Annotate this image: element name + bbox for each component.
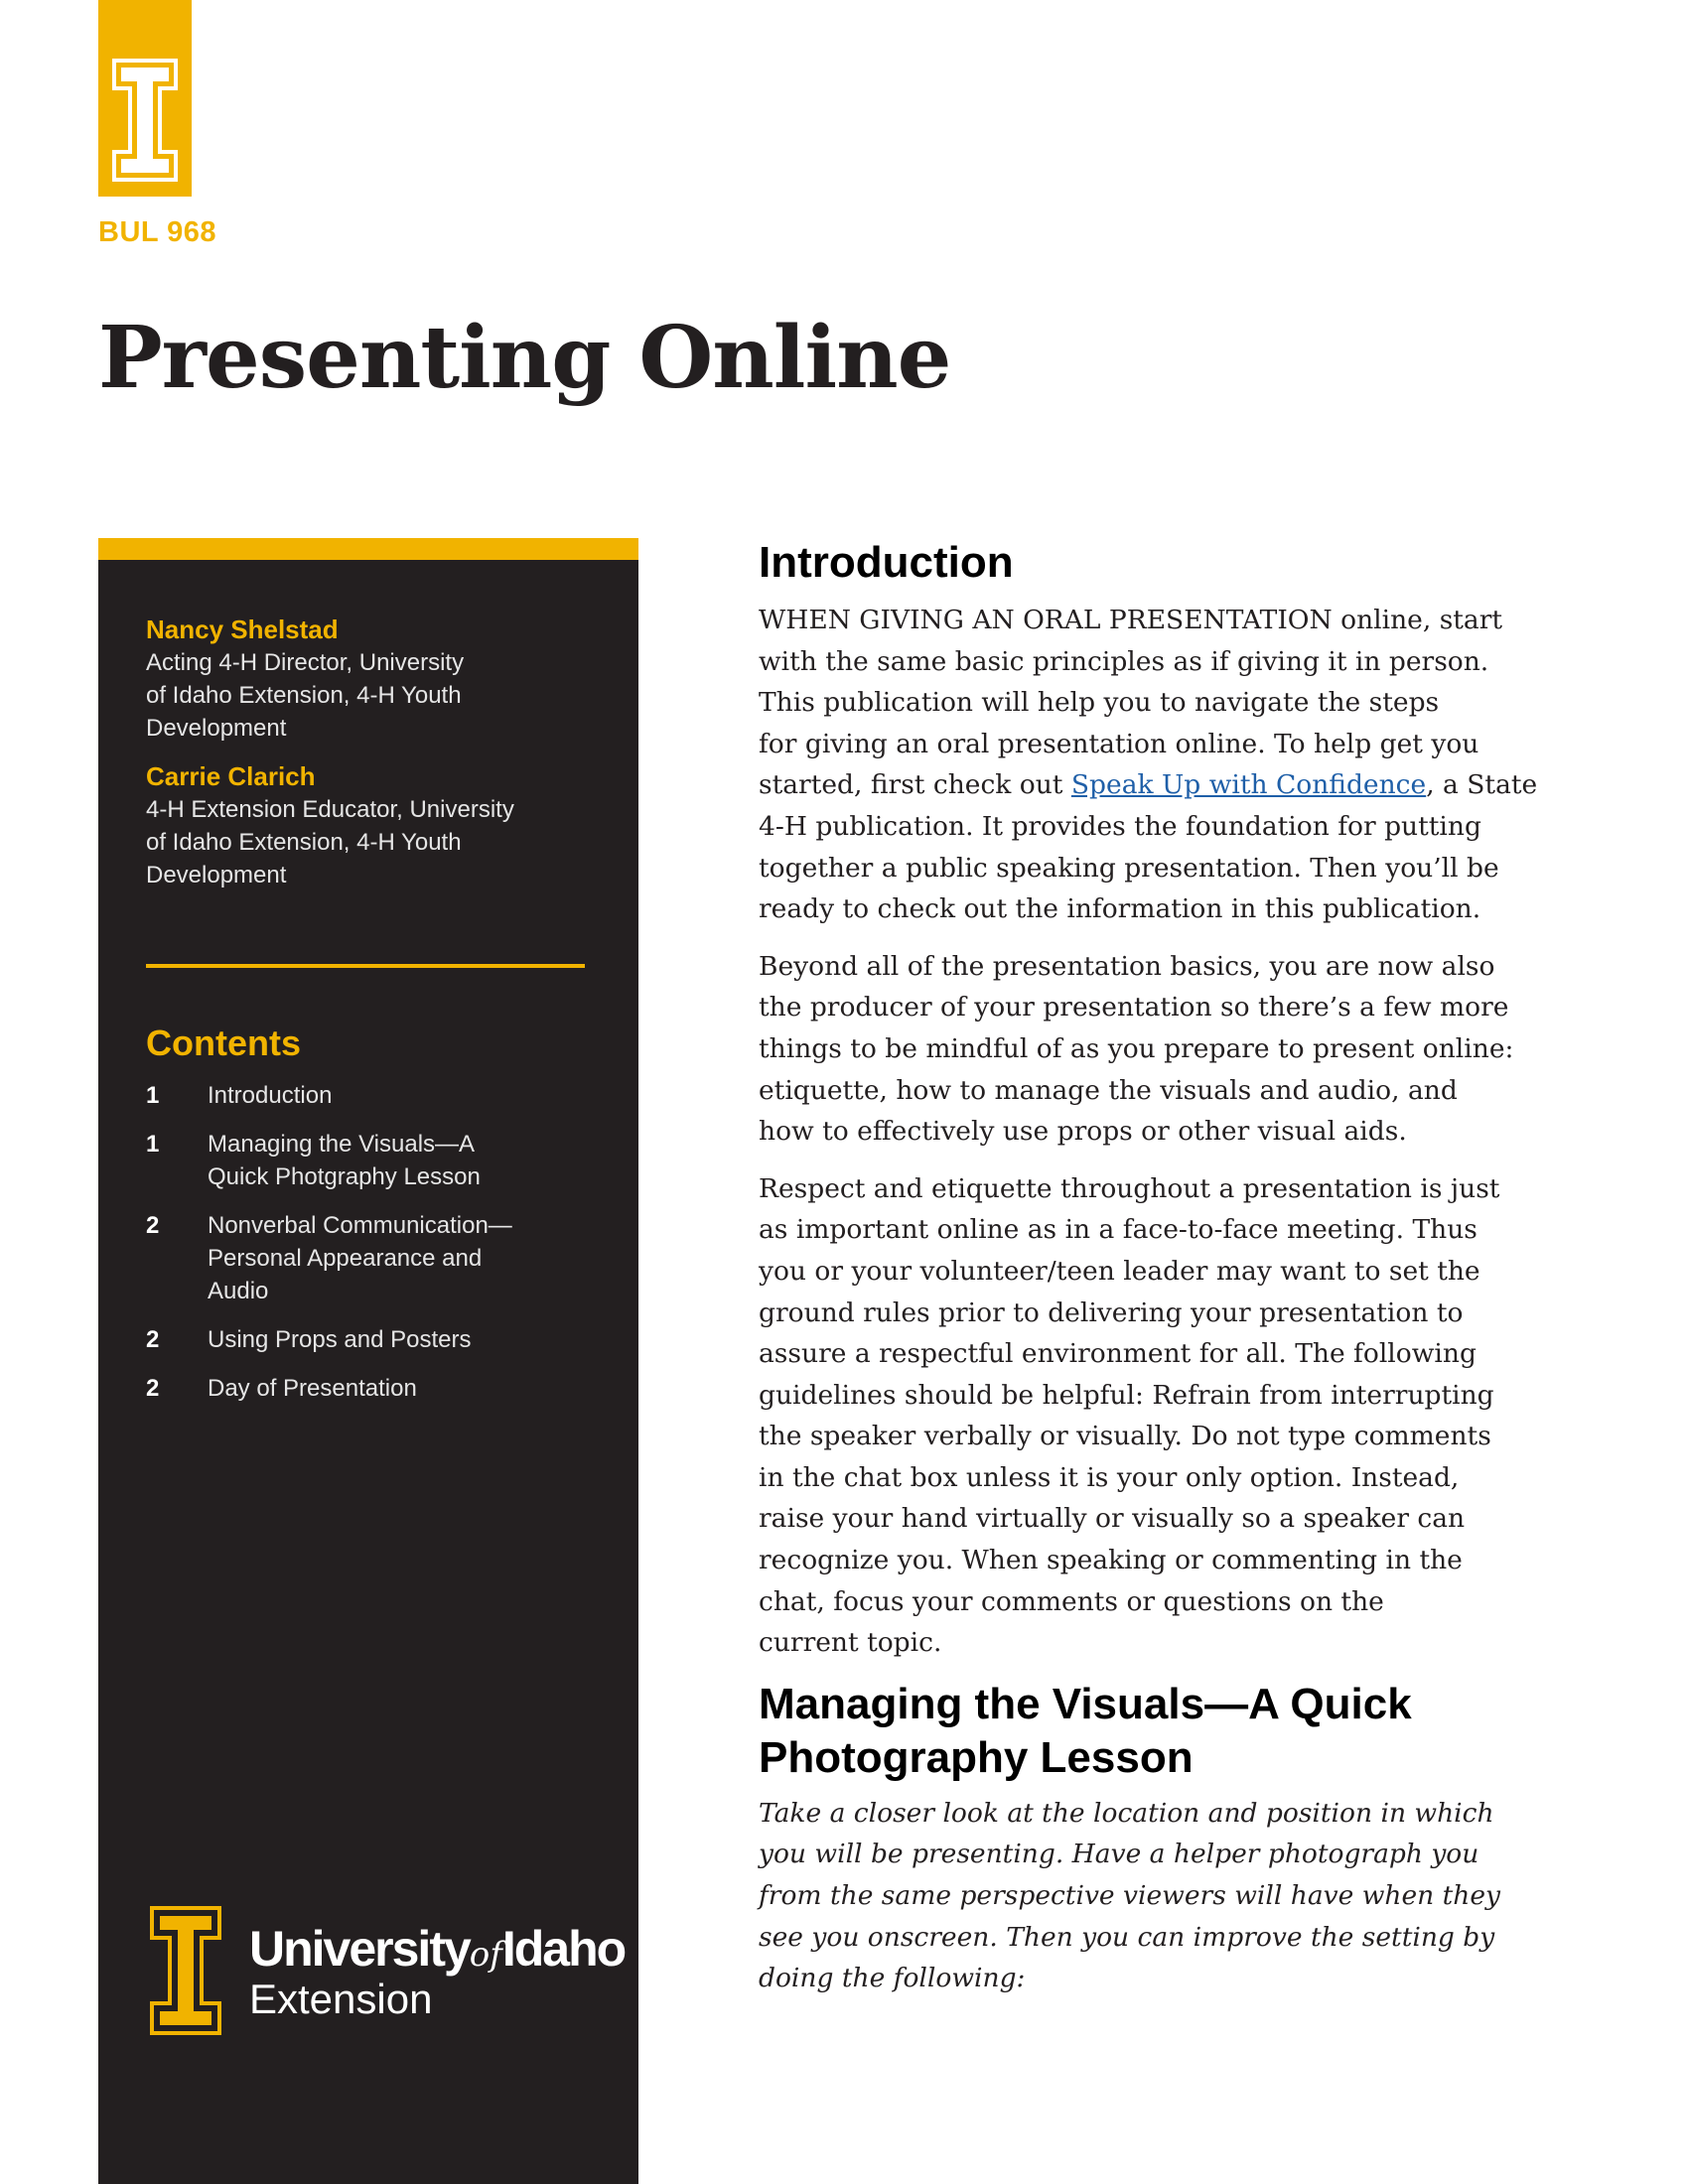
toc-label-line: Using Props and Posters: [208, 1326, 472, 1353]
bulletin-number: BUL 968: [98, 216, 217, 248]
text-line: the speaker verbally or visually. Do not type comments: [759, 1421, 1491, 1452]
author-name: Nancy Shelstad: [146, 614, 339, 644]
university-i-icon: [112, 59, 178, 182]
top-logo-block: [98, 0, 192, 197]
text-line: with the same basic principles as if giving it in person.: [759, 645, 1489, 677]
text-line: doing the following:: [759, 1963, 1026, 1994]
toc-page-number: 2: [146, 1326, 160, 1353]
text-line: This publication will help you to navigate the steps: [759, 687, 1440, 719]
toc-label: [208, 1372, 565, 1405]
heading-line: Photography Lesson: [759, 1732, 1194, 1782]
logo-extension: Extension: [249, 1976, 433, 2022]
contents-heading: Contents: [146, 1023, 301, 1063]
toc-label-line: Quick Photgraphy Lesson: [208, 1163, 481, 1190]
author-role-line: of Idaho Extension, 4-H Youth: [146, 682, 462, 709]
toc-label: [208, 1079, 565, 1112]
university-extension-logo: [150, 1906, 627, 2035]
text-line: how to effectively use props or other visual aids.: [759, 1116, 1407, 1148]
toc-label-line: Managing the Visuals—A: [208, 1131, 476, 1158]
text-line: the producer of your presentation so there’s a few more: [759, 992, 1509, 1024]
logo-name-of: of: [469, 1935, 502, 1975]
text-line: ground rules prior to delivering your presentation to: [759, 1297, 1464, 1328]
toc-page-number: 2: [146, 1375, 160, 1402]
toc-label-line: Audio: [208, 1278, 269, 1304]
text-line: [759, 764, 1538, 806]
university-i-icon: [150, 1906, 221, 2035]
sidebar-top-bar: [98, 538, 638, 560]
text-line: recognize you. When speaking or commenting in the: [759, 1545, 1463, 1576]
text-fragment: started, first check out: [759, 769, 1071, 801]
text-line: Beyond all of the presentation basics, you are now also: [759, 950, 1495, 982]
toc-label-line: Day of Presentation: [208, 1375, 417, 1402]
text-line: current topic.: [759, 1627, 942, 1659]
logo-name-part: University: [249, 1921, 470, 1977]
toc-label: [208, 1128, 565, 1193]
text-line: assure a respectful environment for all. The following: [759, 1338, 1477, 1370]
toc-item-managing-visuals[interactable]: [146, 1128, 583, 1193]
text-line: in the chat box unless it is your only option. Instead,: [759, 1461, 1460, 1493]
text-line: things to be mindful of as you prepare to present online:: [759, 1032, 1514, 1064]
intro-paragraph-2: [759, 946, 1513, 1153]
text-line: 4-H publication. It provides the foundation for putting: [759, 810, 1481, 842]
toc-page-number: 1: [146, 1131, 160, 1158]
toc-item-day-of-presentation[interactable]: [146, 1372, 583, 1405]
toc-label-line: Personal Appearance and: [208, 1245, 483, 1272]
table-of-contents: [146, 1079, 583, 1421]
toc-label-line: Introduction: [208, 1082, 333, 1109]
toc-page-number: 2: [146, 1212, 160, 1239]
authors: [146, 614, 583, 907]
text-line: etiquette, how to manage the visuals and audio, and: [759, 1074, 1458, 1106]
text-line: you or your volunteer/teen leader may want to set the: [759, 1255, 1480, 1287]
text-line: Respect and etiquette throughout a presentation is just: [759, 1172, 1500, 1204]
text-line: WHEN GIVING AN ORAL PRESENTATION online, start: [759, 605, 1503, 635]
text-line: from the same perspective viewers will have when they: [759, 1880, 1500, 1912]
sidebar: [98, 538, 638, 2184]
text-line: see you onscreen. Then you can improve the setting by: [759, 1921, 1495, 1953]
author-role: [146, 793, 583, 891]
text-line: chat, focus your comments or questions on the: [759, 1585, 1384, 1617]
text-fragment: , a State: [1426, 769, 1538, 801]
author-name: Carrie Clarich: [146, 761, 316, 791]
text-line: you will be presenting. Have a helper photograph you: [759, 1839, 1479, 1870]
managing-visuals-heading: [759, 1678, 1513, 1785]
toc-label: [208, 1209, 565, 1307]
sidebar-divider: [146, 964, 585, 968]
toc-item-props-posters[interactable]: [146, 1323, 583, 1356]
logo-name-part: Idaho: [501, 1921, 626, 1977]
toc-label: [208, 1323, 565, 1356]
introduction-heading: Introduction: [759, 538, 1014, 587]
main-content: [759, 536, 1538, 1999]
page-title: Presenting Online: [98, 308, 951, 408]
author: [146, 614, 583, 745]
text-line: Take a closer look at the location and position in which: [759, 1797, 1494, 1829]
text-line: together a public speaking presentation. Then you’ll be: [759, 852, 1499, 884]
author-role-line: Acting 4-H Director, University: [146, 649, 465, 676]
speak-up-with-confidence-link[interactable]: Speak Up with Confidence: [1070, 769, 1427, 801]
text-line: for giving an oral presentation online. To help get you: [759, 728, 1479, 759]
intro-paragraph-3: [759, 1168, 1513, 1664]
toc-item-nonverbal[interactable]: [146, 1209, 583, 1307]
author-role-line: Development: [146, 715, 287, 742]
author-role-line: Development: [146, 862, 287, 888]
toc-label-line: Nonverbal Communication—: [208, 1212, 512, 1239]
author-role: [146, 646, 583, 745]
text-line: guidelines should be helpful: Refrain from interrupting: [759, 1379, 1494, 1411]
intro-paragraph-1: [759, 600, 1538, 930]
toc-item-introduction[interactable]: [146, 1079, 583, 1112]
toc-page-number: 1: [146, 1082, 160, 1109]
author: [146, 760, 583, 891]
text-line: ready to check out the information in this publication.: [759, 893, 1481, 925]
author-role-line: 4-H Extension Educator, University: [146, 796, 514, 823]
logo-university-name: [249, 1920, 625, 1978]
author-role-line: of Idaho Extension, 4-H Youth: [146, 829, 462, 856]
heading-line: Managing the Visuals—A Quick: [759, 1679, 1412, 1728]
text-line: as important online as in a face-to-face meeting. Thus: [759, 1214, 1477, 1246]
visuals-paragraph-1: [759, 1793, 1513, 1999]
text-line: raise your hand virtually or visually so a speaker can: [759, 1503, 1466, 1535]
